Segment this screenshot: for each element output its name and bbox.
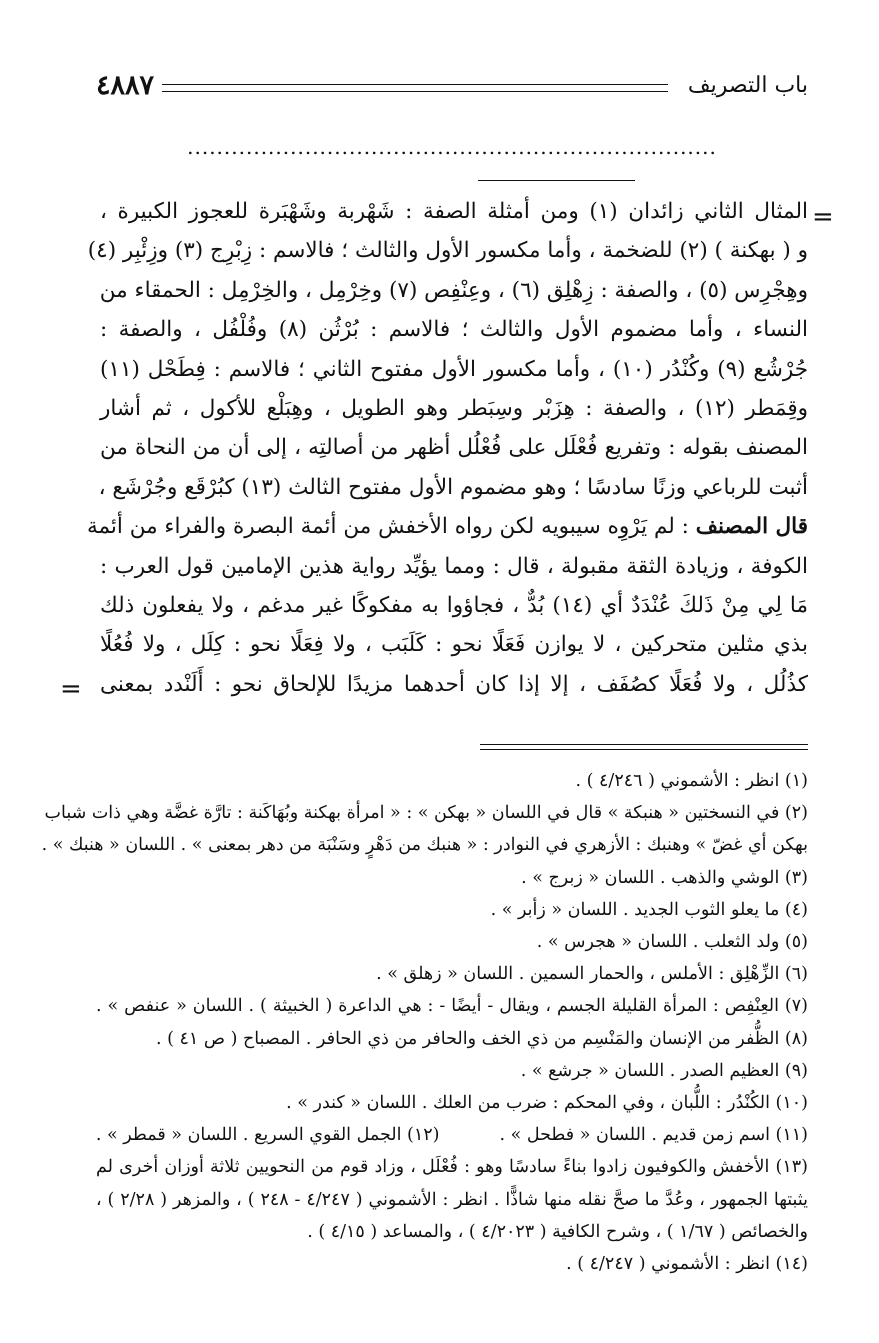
text-line: بذي مثلين متحركين ، لا يوازن فَعَلًا نحو : كَلَبَب ، ولا فِعَلًا نحو : كِلَل ، ولا فُعُلًا: [100, 632, 808, 658]
page-number: ٤٨٨٧: [96, 70, 155, 101]
text-line: الكوفة ، وزيادة الثقة مقبولة ، قال : ومما يؤيِّد رواية هذين الإمامين قول العرب :: [100, 553, 808, 579]
footnote: (٩) العظيم الصدر . اللسان « جرشع » .: [520, 1060, 808, 1081]
footnote: بهكن أي غضّ » وهنبك : الأزهري في النوادر : « هنبك من دَهْرٍ وسَنْبَة من دهر بمعنى » . اللسان « هنبك » .: [41, 835, 808, 856]
footnote: (٤) ما يعلو الثوب الجديد . اللسان « زأبر » .: [490, 899, 808, 920]
footnote: (١) انظر : الأشموني ( ٤/٢٤٦ ) .: [575, 771, 808, 791]
dotted-separator: ........................................................................: [187, 135, 717, 159]
text-line: المثال الثاني زائدان (١) ومن أمثلة الصفة : شَهْربة وشَهْبَرة للعجوز الكبيرة ،: [100, 199, 809, 224]
text-line: أثبت للرباعي وزنًا سادسًا ؛ وهو مضموم الأول مفتوح الثالث (١٣) كبُرْقَع وجُرْشَع ،: [98, 474, 808, 500]
text-line: النساء ، وأما مضموم الأول والثالث ؛ فالاسم : بُرْثُن (٨) وفُلْفُل ، والصفة :: [100, 317, 808, 343]
footnote: (١٣) الأخفش والكوفيون زادوا بناءً سادسًا وهو : فُعْلَل ، وزاد قوم من النحويين ثلاثة أوزان أخرى لم: [96, 1157, 808, 1178]
footnote: (١٠) الكُنْدُر : اللُّبان ، وفي المحكم : ضرب من العلك . اللسان « كندر » .: [286, 1093, 808, 1114]
running-header: [96, 66, 808, 106]
text-line: كذُلُل ، ولا فُعَلًا كصُفَف ، إلا إذا كان أحدهما مزيدًا للإلحاق نحو : أَلَنْدد بمعنى: [100, 671, 808, 697]
text-line: المصنف بقوله : وتفريع فُعْلَل على فُعْلُل أظهر من أصالتِه ، إلى أن من النحاة من: [100, 435, 808, 461]
continuation-mark-start: =: [812, 202, 834, 232]
footnote: (٦) الزِّهْلِق : الأملس ، والحمار السمين . اللسان « زهلق » .: [376, 964, 808, 985]
text-line: و ( بهكنة ) (٢) للضخمة ، وأما مكسور الأول والثالث ؛ فالاسم : زِبْرِج (٣) وزِئْبِر (٤): [87, 238, 808, 264]
text-line: مَا لِي مِنْ ذَلكَ عُنْدَدٌ أي (١٤) بُدٌّ ، فجاؤوا به مفكوكًا غير مدغم ، ولا يفعلون ذلك: [100, 593, 808, 619]
footnote: (١٢) الجمل القوي السريع . اللسان « قمطر » .: [95, 1125, 440, 1146]
footnotes: [41, 765, 808, 1280]
text-line: جُرْشُع (٩) وكُنْدُر (١٠) ، وأما مكسور الأول مفتوح الثاني ؛ فالاسم : فِطَحْل (١١): [100, 356, 809, 382]
bold-lead: قال المصنف: [695, 514, 808, 540]
footnote-rule: [480, 744, 808, 750]
footnote: (١١) اسم زمن قديم . اللسان « فطحل » .: [499, 1125, 808, 1146]
footnote: (٣) الوشي والذهب . اللسان « زبرج » .: [521, 867, 808, 888]
footnote-pair: [96, 1119, 808, 1151]
footnote: (٧) العِنْفِص : المرأة القليلة الجسم ، ويقال - أيضًا - : هي الداعرة ( الخبيثة ) . اللسان « عنفص » .: [96, 996, 808, 1017]
continuation-mark-end: =: [60, 674, 82, 704]
footnote: (١٤) انظر : الأشموني ( ٤/٢٤٧ ) .: [566, 1254, 808, 1275]
footnote: (٥) ولد الثعلب . اللسان « هجرس » .: [536, 932, 808, 953]
footnote: (٨) الظُّفر من الإنسان والمَنْسِم من ذي الخف والحافر من ذي الحافر . المصباح ( ص ٤١ ) .: [155, 1028, 808, 1049]
text-line: وقِمَطر (١٢) ، والصفة : هِزَبْر وسِبَطر وهو الطويل ، وهِبَلْع للأكول ، ثم أشار: [100, 396, 809, 422]
text-line: وهِجْرِس (٥) ، والصفة : زِهْلِق (٦) ، وعِنْفِص (٧) وخِرْمِل ، والخِرْمِل : الحمقاء من: [99, 277, 808, 303]
main-text: [86, 192, 809, 704]
header-rule: [162, 84, 668, 92]
continuation-rule: [478, 180, 635, 181]
text-line: قال المصنف : لم يَرْوِه سيبويه لكن رواه الأخفش من أئمة البصرة والفراء من أئمة: [86, 514, 808, 540]
chapter-title: باب التصريف: [687, 73, 808, 98]
footnote: يثبتها الجمهور ، وعُدَّ ما صحَّ نقله منها شاذًّا . انظر : الأشموني ( ٤/٢٤٧ - ٢٤٨ ) ، والمزهر ( ٢/٢٨ ) ،: [96, 1189, 808, 1210]
footnote: (٢) في النسختين « هنبكة » قال في اللسان « بهكن » : « امرأة بهكنة وبُهَاكَنة : تارَّة غضَّة وهي ذات شباب: [44, 803, 808, 824]
footnote: والخصائص ( ١/٦٧ ) ، وشرح الكافية ( ٤/٢٠٢٣ ) ، والمساعد ( ٤/١٥ ) .: [307, 1221, 808, 1242]
